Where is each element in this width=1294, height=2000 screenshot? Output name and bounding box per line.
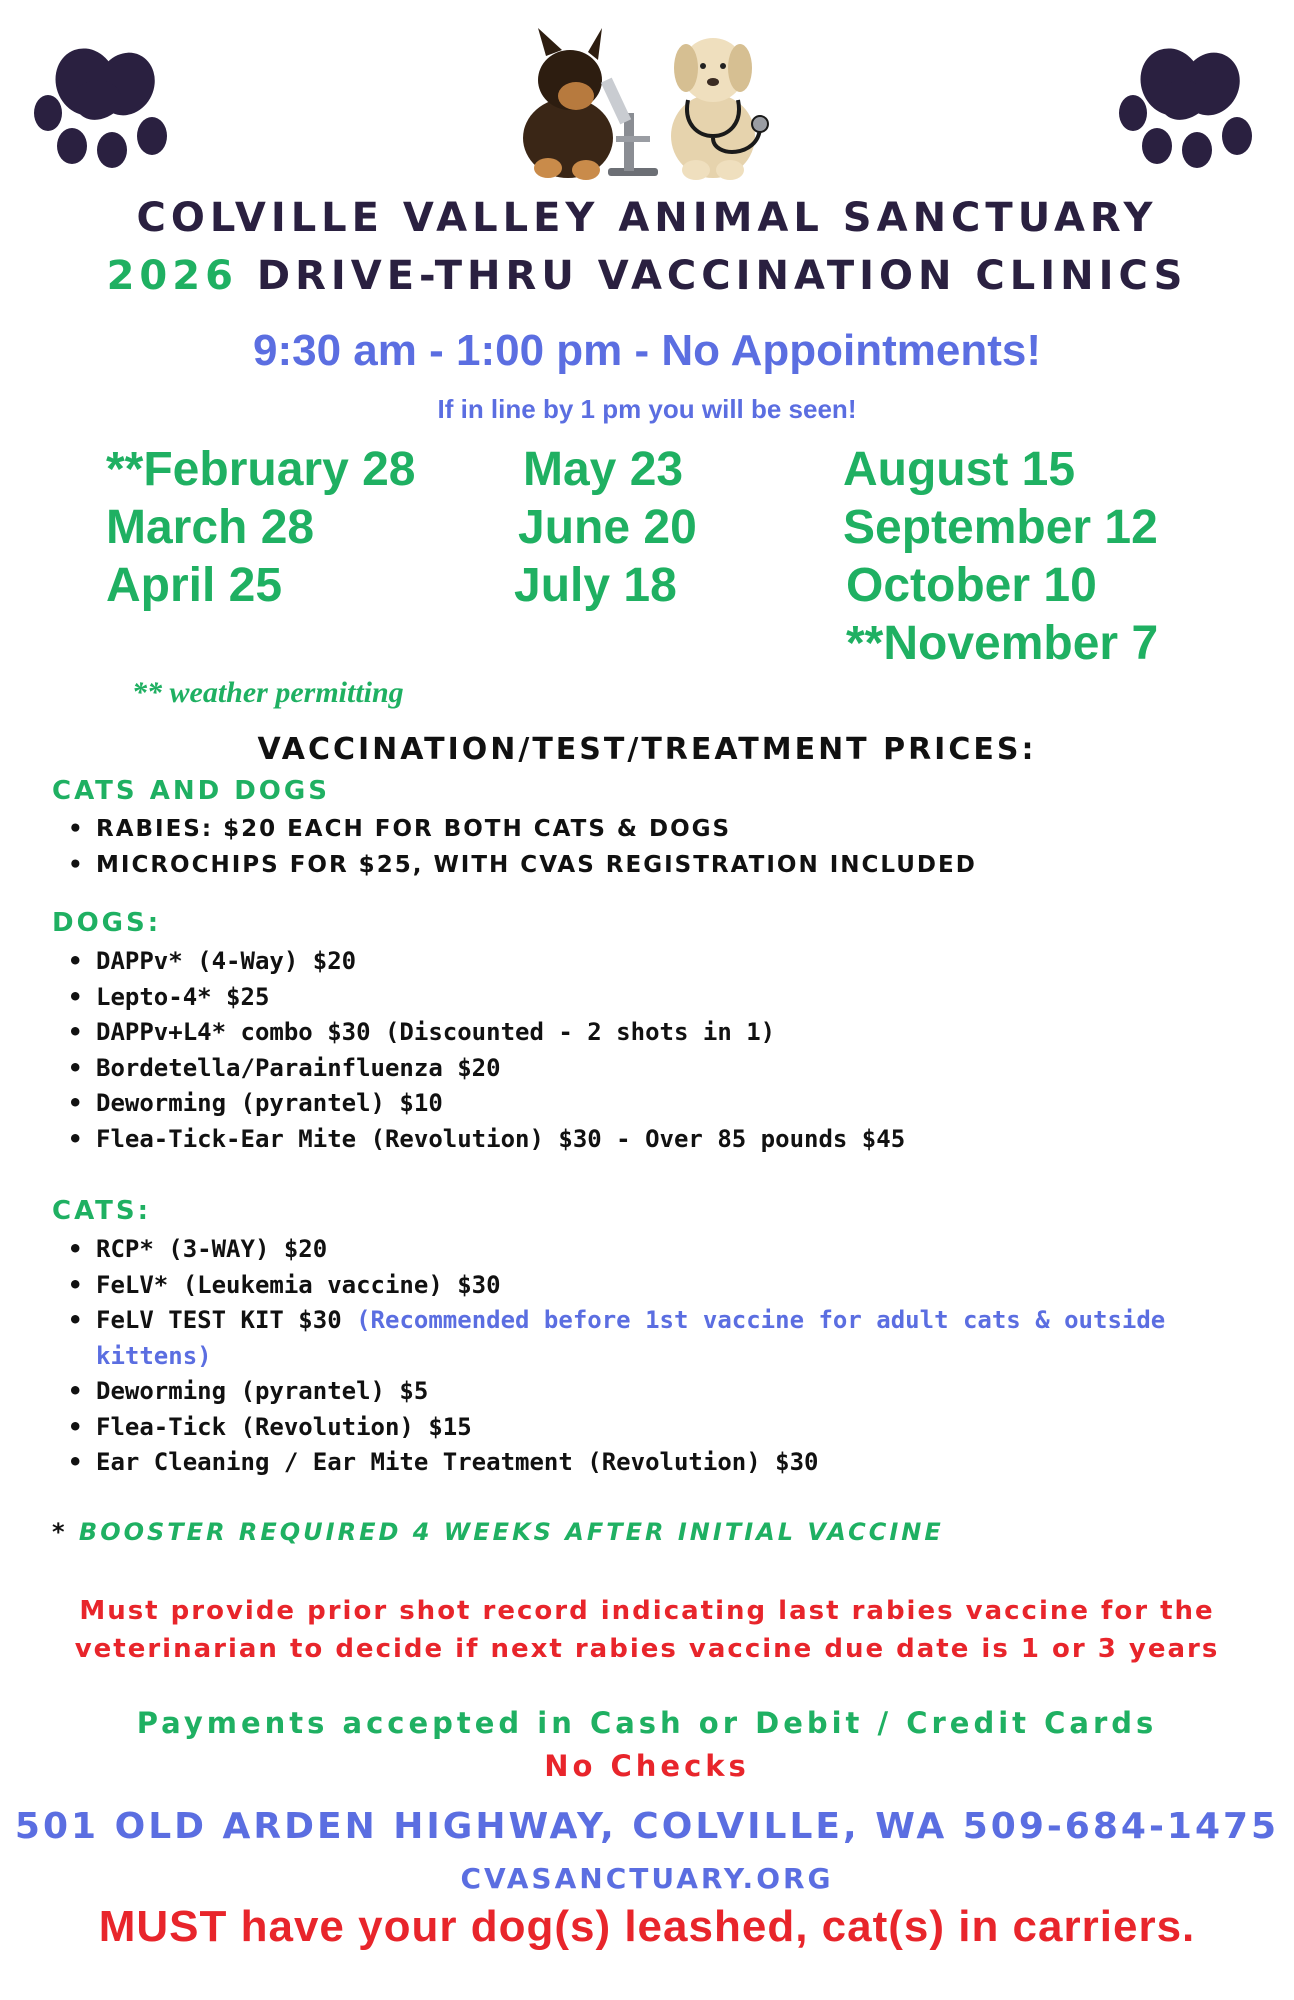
list-item: • DAPPv* (4-Way) $20 — [60, 944, 905, 980]
list-item: • Lepto-4* $25 — [60, 980, 905, 1016]
clinic-hours: 9:30 am - 1:00 pm - No Appointments! — [252, 326, 1042, 375]
address-phone: 501 OLD ARDEN HIGHWAY, COLVILLE, WA 509-684-1475 — [14, 1806, 1280, 1847]
clinic-title-text: DRIVE-THRU VACCINATION CLINICS — [256, 253, 1188, 299]
list-item: • Deworming (pyrantel) $5 — [60, 1374, 1236, 1410]
list-item: • Bordetella/Parainfluenza $20 — [60, 1051, 905, 1087]
cats-and-dogs-heading: CATS AND DOGS — [52, 776, 330, 806]
clinic-date: April 25 — [106, 559, 283, 612]
clinic-year: 2026 — [106, 253, 238, 299]
no-checks: No Checks — [544, 1749, 750, 1783]
clinic-hours-note: If in line by 1 pm you will be seen! — [437, 394, 857, 424]
list-item: • RCP* (3-WAY) $20 — [60, 1232, 1236, 1268]
paw-print-icon — [1115, 28, 1265, 178]
booster-star: * — [52, 1518, 68, 1546]
clinic-title — [0, 253, 1294, 299]
list-item: • Flea-Tick-Ear Mite (Revolution) $30 - Over 85 pounds $45 — [60, 1122, 905, 1158]
booster-text: BOOSTER REQUIRED 4 WEEKS AFTER INITIAL VACCINE — [78, 1518, 944, 1546]
list-item: • RABIES: $20 EACH FOR BOTH CATS & DOGS — [60, 812, 977, 848]
leash-notice: MUST have your dog(s) leashed, cat(s) in carriers. — [98, 1902, 1196, 1951]
cats-and-dogs-list — [60, 812, 977, 883]
clinic-date: **February 28 — [106, 443, 416, 496]
clinic-date: May 23 — [523, 443, 684, 496]
list-item: • DAPPv+L4* combo $30 (Discounted - 2 shots in 1) — [60, 1015, 905, 1051]
org-title: COLVILLE VALLEY ANIMAL SANCTUARY — [136, 195, 1158, 241]
rabies-notice — [0, 1592, 1294, 1668]
list-item — [60, 1303, 1236, 1374]
cats-list — [60, 1232, 1236, 1481]
dogs-heading: DOGS: — [52, 908, 162, 938]
prices-heading: VACCINATION/TEST/TREATMENT PRICES: — [257, 732, 1037, 767]
clinic-date: August 15 — [843, 443, 1076, 496]
paw-print-icon — [30, 28, 180, 178]
clinic-date: July 18 — [514, 559, 677, 612]
dogs-list — [60, 944, 905, 1157]
rabies-notice-line: Must provide prior shot record indicating last rabies vaccine for the — [79, 1596, 1215, 1626]
dogs-with-microscope-and-stethoscope-image — [498, 18, 780, 183]
clinic-date: June 20 — [518, 501, 697, 554]
felv-test-kit-note: (Recommended before 1st vaccine for adult cats & outside kittens) — [96, 1306, 1166, 1370]
list-item: • Deworming (pyrantel) $10 — [60, 1086, 905, 1122]
clinic-date: **November 7 — [846, 617, 1159, 670]
rabies-notice-line: veterinarian to decide if next rabies vaccine due date is 1 or 3 years — [74, 1634, 1220, 1664]
booster-note — [52, 1518, 944, 1546]
payments-accepted: Payments accepted in Cash or Debit / Credit Cards — [136, 1706, 1158, 1740]
clinic-date: March 28 — [106, 501, 315, 554]
list-item: • MICROCHIPS FOR $25, WITH CVAS REGISTRATION INCLUDED — [60, 848, 977, 884]
website: CVASANCTUARY.ORG — [460, 1862, 834, 1895]
list-item: • Flea-Tick (Revolution) $15 — [60, 1410, 1236, 1446]
cats-heading: CATS: — [52, 1196, 152, 1226]
weather-note: ** weather permitting — [132, 676, 404, 709]
clinic-date: October 10 — [846, 559, 1097, 612]
list-item: • Ear Cleaning / Ear Mite Treatment (Revolution) $30 — [60, 1445, 1236, 1481]
clinic-date: September 12 — [843, 501, 1158, 554]
felv-test-kit-label: FeLV TEST KIT $30 — [96, 1306, 342, 1334]
list-item: • FeLV* (Leukemia vaccine) $30 — [60, 1268, 1236, 1304]
